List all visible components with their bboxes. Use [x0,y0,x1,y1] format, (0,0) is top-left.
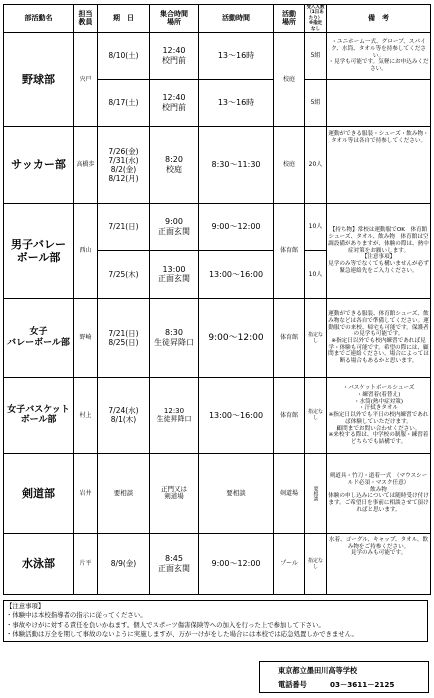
teacher-girls-basketball: 村上 [74,377,98,453]
notes-soccer: 運動ができる服装・シューズ・飲み物・タオル等は各自で持参してください。 [327,126,431,203]
club-name-girls-volleyball: 女子 バレーボール部 [4,298,74,377]
time-cell: 8:30～11:30 [199,126,274,203]
notes-swimming: 水着、ゴーグル、キャップ、タオル、飲み物をご持参ください。 見学のみも可能です。 [327,533,431,594]
teacher-kendo: 岩井 [74,453,98,533]
meet-cell: 正門又は 剣道場 [150,453,199,533]
header-teacher: 担当 教員 [74,5,98,33]
notes-girls-volleyball: 運動ができる服装、体育館シューズ、飲み物などは各自で準備してください。運動服での来校、帰宅も可能です。保護者の見学も可能です。 ※指定日以外でも校内練習であれば見学・体験も可能です。希望の際には、顧問までご連絡ください。場合によっては断る場合もあるかと思います。 [327,298,431,377]
school-name: 東京都立墨田川高等学校 [278,666,358,675]
time-cell: 13:00～16:00 [199,377,274,453]
meet-cell: 8:20 校庭 [150,126,199,203]
date-cell: 7/21(日) [98,203,150,250]
place-kendo: 剣道場 [274,453,305,533]
date-cell: 8/10(土) [98,32,150,79]
notes-baseball: ・ユニホーム一式、グローブ、スパイク、水筒、タオル等を持参してください。 ・見学も可能です。気軽にお申込みください。 [327,32,431,79]
time-cell: 13～16時 [199,79,274,126]
notice-title: 【注意事項】 [6,602,45,610]
club-schedule-table [3,4,431,595]
club-name-girls-basketball: 女子バスケット ボール部 [4,377,74,453]
capacity-cell: 10人 [305,250,327,298]
teacher-baseball: 宍戸 [74,32,98,126]
date-cell: 7/21(日) 8/25(日) [98,298,150,377]
club-name-soccer: サッカー部 [4,126,74,203]
meet-cell: 8:45 正面玄関 [150,533,199,594]
notes-kendo: 剣道具・竹刀・道着一式 （マウスシールド必須・マスク任意） 飲み物 体験の申し込みについては随時受け付けます。ご希望日を事前に相談させて頂ければと思います。 [327,453,431,533]
date-cell: 8/17(土) [98,79,150,126]
meet-cell: 12:30 生徒昇降口 [150,377,199,453]
teacher-soccer: 高橋歩 [74,126,98,203]
place-baseball: 校庭 [274,32,305,126]
header-time: 活動時間 [199,5,274,33]
time-cell: 13～16時 [199,32,274,79]
capacity-cell: 5組 [305,79,327,126]
notice-line: ・体験中は本校指導者の指示に従ってください。 [6,611,147,620]
date-cell: 7/24(水) 8/1(木) [98,377,150,453]
date-cell: 7/25(木) [98,250,150,298]
date-cell: 8/9(金) [98,533,150,594]
capacity-cell: 5組 [305,32,327,79]
capacity-cell: 指定なし [305,298,327,377]
time-cell: 9:00～12:00 [199,203,274,250]
date-cell: 7/26(金) 7/31(水) 8/2(金) 8/12(月) [98,126,150,203]
meet-cell: 13:00 正面玄関 [150,250,199,298]
capacity-cell: 10人 [305,203,327,250]
teacher-boys-volleyball: 西山 [74,203,98,298]
phone-number: 03－3611－2125 [330,680,395,689]
time-cell: 9:00～12:00 [199,533,274,594]
table-row [4,453,431,533]
date-cell: 要相談 [98,453,150,533]
time-cell: 9:00～12:00 [199,298,274,377]
club-name-swimming: 水泳部 [4,533,74,594]
header-place: 活動 場所 [274,5,305,33]
notice-line: ・事故やけがに対する責任を負いかねます。個人でスポーツ傷害保険等への加入を行った上で参加して下さい。 [6,620,325,629]
table-header-row [4,5,431,33]
capacity-cell: 指定なし [305,533,327,594]
table-row [4,126,431,203]
club-name-boys-volleyball: 男子バレー ボール部 [4,203,74,298]
capacity-cell: 指定なし [305,377,327,453]
time-cell: 要相談 [199,453,274,533]
header-capacity: 受入人数 （1日あたり） ※指定 なし [306,5,325,32]
place-girls-volleyball: 体育館 [274,298,305,377]
notes-boys-volleyball: 【持ち物】常校は運動服でOK 体育館シューズ、タオル、飲み物 体育館は空調設備がありますが、体験の際は、熱中症対策をお願いします。 【注意事項】 見学のみ等でなくても構いませんが必ず緊急連絡先をご入力ください。 [327,203,431,298]
table-row [4,32,431,79]
capacity-cell: 要相談 [305,453,327,533]
meet-cell: 8:30 生徒昇降口 [150,298,199,377]
meet-cell: 12:40 校門前 [150,79,199,126]
club-schedule-sheet [3,4,430,595]
capacity-cell: 20人 [305,126,327,203]
notice-line: ・体験活動は万全を期して事故のないように実施しますが、万が一けがをした場合には本校では応急処置しかできません。 [6,629,358,638]
notes-girls-basketball: ・バスケットボールシューズ ・練習着(着替え) ・水筒(熱中症対策) ・汗拭きタオル ※指定日以外でも平日の校内練習であれば体験していただけます。 顧問までお問い合わせください。 ※来校する際は、中学校の制服・練習着どちらでも結構です。 [327,377,431,453]
table-row [4,298,431,377]
teacher-swimming: 片平 [74,533,98,594]
place-boys-volleyball: 体育館 [274,203,305,298]
table-row [4,203,431,250]
notice-box [3,600,428,642]
meet-cell: 12:40 校門前 [150,32,199,79]
teacher-girls-volleyball: 野崎 [74,298,98,377]
phone-label: 電話番号 [278,680,307,689]
meet-cell: 9:00 正面玄関 [150,203,199,250]
club-name-kendo: 剣道部 [4,453,74,533]
header-meet: 集合時間 場所 [150,5,199,33]
place-girls-basketball: 体育館 [274,377,305,453]
place-soccer: 校庭 [274,126,305,203]
table-row [4,377,431,453]
header-date: 期 日 [98,5,150,33]
place-swimming: プール [274,533,305,594]
contact-box [259,661,429,693]
time-cell: 13:00～16:00 [199,250,274,298]
notes-empty [327,79,431,126]
club-name-baseball: 野球部 [4,32,74,126]
header-notes: 備 考 [327,5,431,33]
table-row [4,533,431,594]
header-club: 部活動名 [4,5,74,33]
